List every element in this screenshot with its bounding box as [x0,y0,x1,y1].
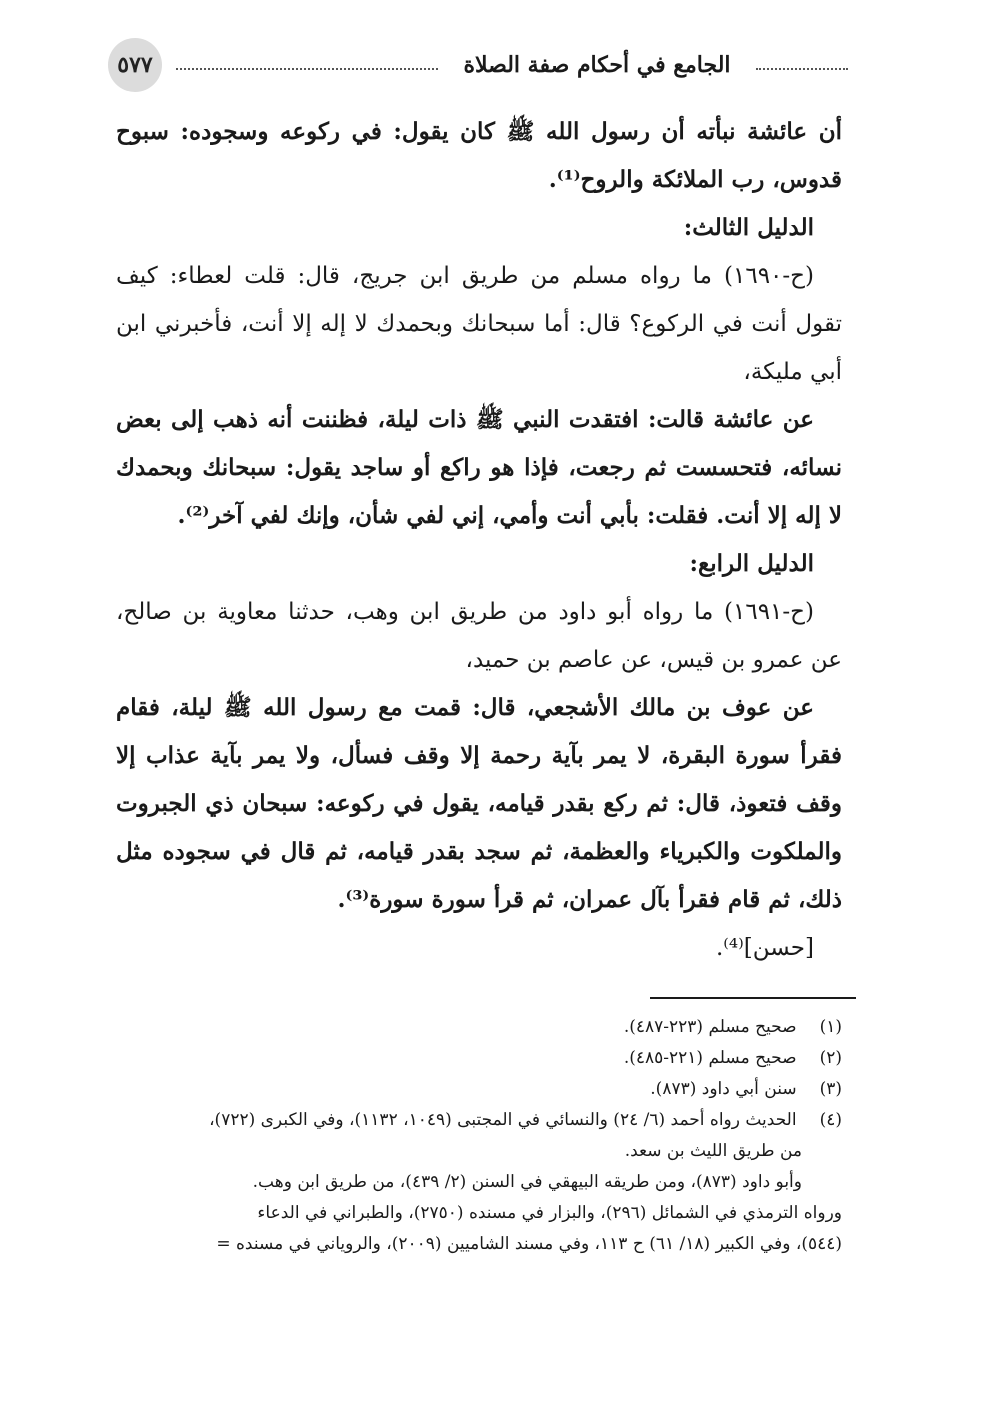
footnote [116,1105,842,1136]
footnote-continuation: ورواه الترمذي في الشمائل (٢٩٦)، والبزار في مسنده (٢٧٥٠)، والطبراني في الدعاء [257,1203,842,1223]
footnote-continuation: (٥٤٤)، وفي الكبير (١٨/ ٦١) ح ١١٣، وفي مسند الشاميين (٢٠٠٩)، والروياني في مسنده = [216,1234,842,1254]
footnote-number: (١) [819,1017,842,1037]
main-text [116,108,842,972]
page-number-badge [108,38,162,92]
body-line: أبي مليكة، [743,359,842,385]
header-dotted-leader-right [756,68,848,70]
footnotes [116,1012,842,1260]
running-title: الجامع في أحكام صفة الصلاة [463,52,731,78]
body-line: تقول أنت في الركوع؟ قال: أما سبحانك وبحمدك لا إله إلا أنت، فأخبرني ابن [116,311,842,337]
body-line: قدوس، رب الملائكة والروح⁽¹⁾. [548,166,842,193]
footnote-text: الحديث رواه أحمد (٦/ ٢٤) والنسائي في المجتبى (١٠٤٩، ١١٣٢)، وفي الكبرى (٧٢٢)، [209,1110,797,1130]
footnote-separator [650,997,856,999]
body-line: عن عائشة قالت: افتقدت النبي ﷺ ذات ليلة، فظننت أنه ذهب إلى بعض [116,406,814,433]
body-line: عن عمرو بن قيس، عن عاصم بن حميد، [465,647,842,673]
footnote-number: (٢) [819,1048,842,1068]
body-line: ذلك، ثم قام فقرأ بآل عمران، ثم قرأ سورة سورة⁽³⁾. [337,886,842,913]
body-line: والملكوت والكبرياء والعظمة، ثم سجد بقدر قيامه، ثم قال في سجوده مثل [116,838,842,865]
body-line: عن عوف بن مالك الأشجعي، قال: قمت مع رسول الله ﷺ ليلة، فقام [116,694,814,721]
footnote-continuation: من طريق الليث بن سعد. [624,1141,802,1161]
section-heading: الدليل الرابع: [689,550,814,577]
footnote [116,1074,842,1105]
footnote-text: صحيح مسلم (٢٢١-٤٨٥). [623,1048,797,1068]
body-line: نسائه، فتحسست ثم رجعت، فإذا هو راكع أو ساجد يقول: سبحانك وبحمدك [116,454,842,481]
page-header [108,38,848,96]
body-line: (ح-١٦٩١) ما رواه أبو داود من طريق ابن وهب، حدثنا معاوية بن صالح، [116,599,814,625]
footnote-number: (٤) [819,1110,842,1130]
body-line: لا إله إلا أنت. فقلت: بأبي أنت وأمي، إني لفي شأن، وإنك لفي آخر⁽²⁾. [177,502,842,529]
section-heading: الدليل الثالث: [683,214,814,241]
header-dotted-leader-left [176,68,438,70]
footnote-text: صحيح مسلم (٢٢٣-٤٨٧). [623,1017,797,1037]
body-line: فقرأ سورة البقرة، لا يمر بآية رحمة إلا وقف فسأل، ولا يمر بآية عذاب إلا [116,742,842,769]
body-line: وقف فتعوذ، قال: ثم ركع بقدر قيامه، يقول في ركوعه: سبحان ذي الجبروت [116,790,842,817]
footnote-continuation: وأبو داود (٨٧٣)، ومن طريقه البيهقي في السنن (٢/ ٤٣٩)، من طريق ابن وهب. [252,1172,802,1192]
body-line: أن عائشة نبأته أن رسول الله ﷺ كان يقول: في ركوعه وسجوده: سبوح [116,118,842,145]
body-line: (ح-١٦٩٠) ما رواه مسلم من طريق ابن جريج، قال: قلت لعطاء: كيف [116,263,814,289]
footnote [116,1043,842,1074]
footnote [116,1012,842,1043]
footnote-text: سنن أبي داود (٨٧٣). [650,1079,797,1099]
hadith-grade: [حسن]⁽⁴⁾. [715,935,814,961]
page-number: ٥٧٧ [117,52,153,78]
footnote-number: (٣) [819,1079,842,1099]
